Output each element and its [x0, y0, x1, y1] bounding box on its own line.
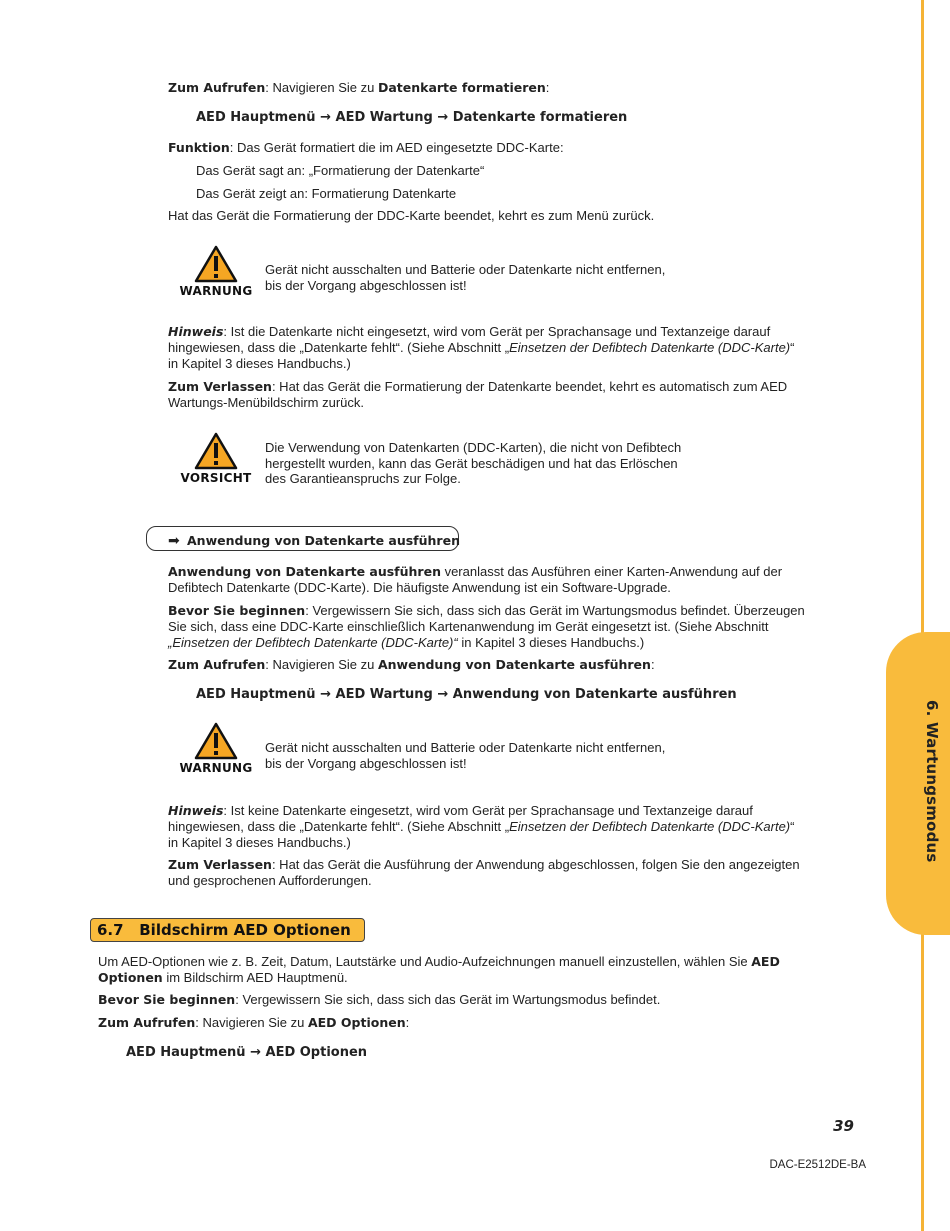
page-number: 39: [833, 1117, 854, 1135]
function-line: Funktion: Das Gerät formatiert die im AED eingesetzte DDC-Karte:: [168, 140, 564, 155]
hint-paragraph-2: Hinweis: Ist keine Datenkarte eingesetzt, wird vom Gerät per Sprachansage und Textanzeige darauf hingewiesen, dass die „Datenkarte fehlt“. (Siehe Abschnitt „Einsetzen der Defibtech Datenkarte (DDC-Karte)“ in Kapitel 3 dieses Handbuchs.): [168, 803, 795, 850]
hint-paragraph: Hinweis: Ist die Datenkarte nicht eingesetzt, wird vom Gerät per Sprachansage und Textanzeige darauf hingewiesen, dass die „Datenkarte fehlt“. (Siehe Abschnitt „Einsetzen der Defibtech Datenkarte (DDC-Karte)“ in Kapitel 3 dieses Handbuchs.): [168, 324, 795, 371]
access-instruction: Zum Aufrufen: Navigieren Sie zu Datenkarte formatieren:: [168, 80, 550, 95]
caution-block: [171, 432, 261, 492]
warning-block: [171, 245, 261, 305]
menu-path: AED Hauptmenü → AED Wartung → Datenkarte formatieren: [196, 110, 628, 125]
menu-path-2: AED Hauptmenü → AED Wartung → Anwendung von Datenkarte ausführen: [196, 687, 737, 702]
caution-triangle-icon: [194, 432, 238, 470]
access-instruction-3: Zum Aufrufen: Navigieren Sie zu AED Optionen:: [98, 1015, 410, 1030]
chapter-tab-label: 6. Wartungsmodus: [923, 700, 941, 863]
warning-label-2: WARNUNG: [179, 761, 253, 775]
caution-text: Die Verwendung von Datenkarten (DDC-Karten), die nicht von Defibtech hergestellt wurden, kann das Gerät beschädigen und hat das Erlöschen des Garantieanspruchs zur Folge.: [265, 440, 682, 486]
prereq-paragraph: Bevor Sie beginnen: Vergewissern Sie sich, dass sich das Gerät im Wartungsmodus befindet. Überzeugen Sie sich, dass eine DDC-Karte einschließlich Kartenanwendung im Gerät eingesetzt ist. (Siehe Abschnitt „Einsetzen der Defibtech Datenkarte (DDC-Karte)“ in Kapitel 3 dieses Handbuchs.): [168, 603, 805, 650]
right-edge-line: [921, 0, 924, 1231]
warning-text-2: Gerät nicht ausschalten und Batterie oder Datenkarte nicht entfernen, bis der Vorgang abgeschlossen ist!: [265, 740, 666, 771]
document-code: DAC-E2512DE-BA: [769, 1159, 866, 1171]
device-says: Das Gerät sagt an: „Formatierung der Datenkarte“: [196, 163, 485, 178]
warning-text: Gerät nicht ausschalten und Batterie oder Datenkarte nicht entfernen, bis der Vorgang abgeschlossen ist!: [265, 262, 666, 293]
device-shows: Das Gerät zeigt an: Formatierung Datenkarte: [196, 186, 457, 201]
warning-label: WARNUNG: [179, 284, 253, 298]
arrow-right-icon: ➡: [168, 532, 180, 548]
options-intro-paragraph: Um AED-Optionen wie z. B. Zeit, Datum, Lautstärke und Audio-Aufzeichnungen manuell einzustellen, wählen Sie AED Optionen im Bildschirm AED Hauptmenü.: [98, 954, 780, 985]
warning-triangle-icon: [194, 722, 238, 760]
section-heading: 6.7 Bildschirm AED Optionen: [97, 921, 351, 939]
completion-text: Hat das Gerät die Formatierung der DDC-Karte beendet, kehrt es zum Menü zurück.: [168, 208, 655, 223]
intro-paragraph: Anwendung von Datenkarte ausführen veranlasst das Ausführen einer Karten-Anwendung auf der Defibtech Datenkarte (DDC-Karte). Die häufigste Anwendung ist ein Software-Upgrade.: [168, 564, 783, 595]
exit-paragraph-2: Zum Verlassen: Hat das Gerät die Ausführung der Anwendung abgeschlossen, folgen Sie den angezeigten und gesprochenen Aufforderungen.: [168, 857, 800, 888]
warning-block-2: [171, 722, 261, 782]
exit-paragraph: Zum Verlassen: Hat das Gerät die Formatierung der Datenkarte beendet, kehrt es automatisch zum AED Wartungs-Menübildschirm zurück.: [168, 379, 788, 410]
menu-path-3: AED Hauptmenü → AED Optionen: [126, 1045, 368, 1060]
access-instruction-2: Zum Aufrufen: Navigieren Sie zu Anwendung von Datenkarte ausführen:: [168, 657, 655, 672]
subsection-heading: Anwendung von Datenkarte ausführen: [187, 533, 460, 548]
options-prereq: Bevor Sie beginnen: Vergewissern Sie sich, dass sich das Gerät im Wartungsmodus befindet.: [98, 992, 661, 1007]
warning-triangle-icon: [194, 245, 238, 283]
caution-label: VORSICHT: [180, 471, 252, 485]
